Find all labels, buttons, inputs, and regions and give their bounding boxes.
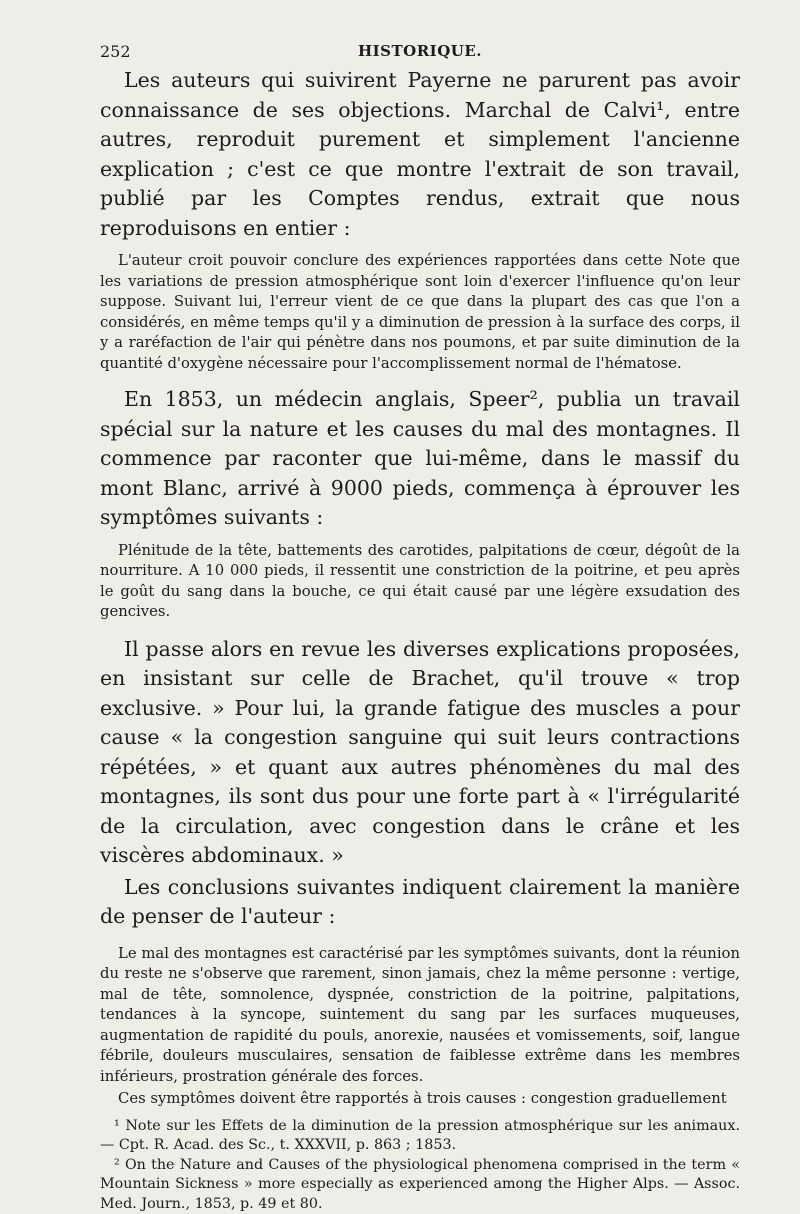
page-header <box>100 42 740 64</box>
paragraph-brachet: Il passe alors en revue les diverses explications proposées, en insistant sur celle de Brachet, qu'il trouve « trop exclusive. » Pour lui, la grande fatigue des muscles a pour cause « la congestion sanguine qui suit leurs contractions répétées, » et quant aux autres phénomènes du mal des montagnes, ils sont dus pour une forte part à « l'irrégularité de la circulation, avec congestion dans le crâne et les viscères abdominaux. » <box>100 635 740 871</box>
paragraph-speer: En 1853, un médecin anglais, Speer², publia un travail spécial sur la nature et les causes du mal des montagnes. Il commence par raconter que lui-même, dans le massif du mont Blanc, arrivé à 9000 pieds, commença à éprouver les symptômes suivants : <box>100 385 740 533</box>
quote-speer-symptoms: Plénitude de la tête, battements des carotides, palpitations de cœur, dégoût de la nourriture. A 10 000 pieds, il ressentit une constriction de la poitrine, et peu après le goût du sang dans la bouche, ce qui était causé par une légère exsudation des gencives. <box>100 541 740 623</box>
quote-marchal-de-calvi: L'auteur croit pouvoir conclure des expériences rapportées dans cette Note que les variations de pression atmosphérique sont loin d'exercer l'influence qu'on leur suppose. Suivant lui, l'erreur vient de ce que dans la plupart des cas que l'on a considérés, en même temps qu'il y a diminution de pression à la surface des corps, il y a raréfaction de l'air qui pénètre dans nos poumons, et par suite diminution de la quantité d'oxygène nécessaire pour l'accomplissement normal de l'hématose. <box>100 251 740 374</box>
footnote-2: ² On the Nature and Causes of the physiological phenomena comprised in the term « Mountain Sickness » more especially as experienced among the Higher Alps. — Assoc. Med. Journ., 1853, p. 49 et 80. <box>100 1156 740 1214</box>
paragraph-payerne: Les auteurs qui suivirent Payerne ne parurent pas avoir connaissance de ses objections. Marchal de Calvi¹, entre autres, reproduit purement et simplement l'ancienne explication ; c'est ce que montre l'extrait de son travail, publié par les Comptes rendus, extrait que nous reproduisons en entier : <box>100 66 740 243</box>
page-number: 252 <box>100 42 131 61</box>
quote-conclusions: Le mal des montagnes est caractérisé par les symptômes suivants, dont la réunion du reste ne s'observe que rarement, sinon jamais, chez la même personne : vertige, mal de tête, somnolence, dyspnée, constriction de la poitrine, palpitations, tendances à la syncope, suintement du sang par les surfaces muqueuses, augmentation de rapidité du pouls, anorexie, nausées et vomissements, soif, langue fébrile, douleurs musculaires, sensation de faiblesse extrême dans les membres inférieurs, prostration générale des forces. <box>100 944 740 1088</box>
quote-causes: Ces symptômes doivent être rapportés à trois causes : congestion graduellement <box>100 1089 740 1110</box>
footnote-1: ¹ Note sur les Effets de la diminution de la pression atmosphérique sur les animaux. — Cpt. R. Acad. des Sc., t. XXXVII, p. 863 ; 1853. <box>100 1117 740 1156</box>
paragraph-conclusions: Les conclusions suivantes indiquent clairement la manière de penser de l'auteur : <box>100 873 740 932</box>
running-head: HISTORIQUE. <box>100 42 740 60</box>
page-body <box>100 66 740 1214</box>
